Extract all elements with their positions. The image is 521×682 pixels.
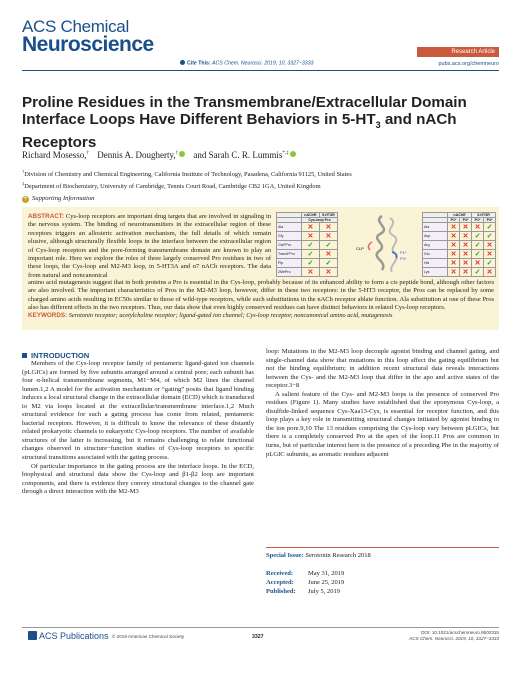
intro-left-column <box>22 360 254 497</box>
svg-text:CLP: CLP <box>356 246 364 251</box>
abstract-part1: ABSTRACT: Cys-loop receptors are important drug targets that are involved in signaling in the nervous system. The binding of neurotransmitters in the extracellular region of these receptors triggers an allosteric activation mechanism, the full details of which remain elusive, although structurally flexible loops in the interface between the extracellular region of Cys-loop receptors and the pore-forming transmembrane domain are known to play an important role. Here we explore the roles of three largely conserved Pro residues in two of these loops, the Cys-loop and M2-M3 loop, in 5-HT3A and α7 nACh receptors. The data from natural and noncanonical <box>28 213 272 279</box>
cross-icon: ✕ <box>319 268 337 277</box>
cite-label: Cite This: <box>187 60 211 67</box>
cross-icon: ✕ <box>302 268 320 277</box>
abstract-label: ABSTRACT: <box>28 213 65 220</box>
plus-icon: + <box>23 196 28 202</box>
header-divider <box>22 70 499 71</box>
date-received: Received: May 31, 2019 <box>266 570 345 577</box>
footer-divider <box>22 627 499 628</box>
author-list: Richard Mosesso,† Dennis A. Dougherty,† and Sarah C. R. Lummis*,‡ <box>22 150 296 160</box>
journal-name-line1: ACS Chemical <box>22 17 129 36</box>
affiliations <box>22 167 502 191</box>
publication-dates <box>266 569 344 596</box>
doi-citation[interactable]: DOI: 10.1021/acschemneuro.9b00315 ACS Chem. Neurosci. 2019, 10, 3327−3333 <box>409 630 499 641</box>
check-icon: ✓ <box>319 259 337 268</box>
supporting-info-link[interactable]: + Supporting Information <box>23 195 95 202</box>
toc-table-m2m3: nAChR 5-HT3R P1* P4* P1* P4* Ala ✕ ✕ ✕ ✓ Asp ✕ ✕ ✓ ✓ Arg ✕ ✕ ✓ ✕ Glu ✕ ✕ ✓ ✕ His ✕ ✕ ✕ ✓ Lys ✕ ✕ ✓ ✕ <box>422 212 496 277</box>
affiliation-1: †Division of Chemistry and Chemical Engineering, California Institute of Technology, Pasadena, California 91125, United States <box>22 169 352 179</box>
receptor-structure-illustration <box>342 212 422 276</box>
page-number: 3327 <box>252 634 264 640</box>
svg-text:P4*: P4* <box>400 256 407 261</box>
check-icon: ✓ <box>302 259 320 268</box>
paragraph: A salient feature of the Cys- and M2-M3 loops is the presence of conserved Pro residues (Figure 1). Many studies have established that the eponymous Cys-loop, a disulfide-linked sequence Cys-Xaa13-Cys, is essential for receptor function, and this loop plays a key role in transmitting structural changes initiated by agonist binding to the ion pore.9,10 The 13 residues comprising the Cys-loop vary between pLGICs, but there is a completely conserved Pro at the apex of the loop.11 Pros are common in turns, but of particular interest here is the presence of a preceding Phe in the majority of pLGIC subunits, as aromatic residues adjacent <box>266 390 499 458</box>
toc-table-cysloop: nAChR 5-HT3R Cys-loop Pro Ala ✕ ✕ Gly ✕ ✕ CisFPro ✓ ✓ TransFPro ✓ ✕ Pip ✓ ✓ 2MePro ✕ ✕ <box>276 212 338 277</box>
abstract-part2: amino acid mutagenesis suggest that in both proteins a Pro is essential in the Cys-loop, probably because of its enhanced ability to form a cis peptide bond, although other factors are also involved. The important characteristics of Pros in the M2-M3 loop, however, differ in these two receptors: in the 5-HT3 receptor, the Pros can be replaced by some charged amino acids resulting in EC50s similar to those of wild-type receptors, while such substitutions in the nACh receptor ablate function. Ala substitution at one of these Pros also has different effects in the two receptors. Thus, our data show that even highly conserved residues can have distinct behaviors in related Cys-loop receptors. <box>28 279 494 312</box>
journal-name-line2: Neuroscience <box>22 33 154 56</box>
cross-icon: ✕ <box>302 232 320 241</box>
special-issue-divider <box>266 547 499 548</box>
check-icon: ✓ <box>302 241 320 250</box>
paragraph: Members of the Cys-loop receptor family of pentameric ligand-gated ion channels (pLGICs) are formed by five subunits arranged around a central pore; each subunit has four α-helical transmembrane segments, M1−M4, of which M2 lines the channel lumen.1,2 A model for the activation mechanism or “gating” posits that ligand binding induces a local structural change in the extracellular domain (ECD) which is transduced to M2 via loops located at the extracellular/transmembrane interface.1,2 Much structural evidence for such a gating process has come from related, pentameric bacterial receptors. However, it is difficult to know the relevance of these distantly related prokaryotic channels to eukaryotic Cys-loop receptors. The number of available structures of the latter is increasing, but it remains challenging to relate functional changes observed in structure−function studies of Cys-loop receptors to specific structural transitions associated with the gating process. <box>22 360 254 462</box>
orcid-icon[interactable] <box>290 151 296 157</box>
svg-text:P1*: P1* <box>400 250 407 255</box>
cite-text: ACS Chem. Neurosci. 2019, 10, 3327−3333 <box>212 60 314 67</box>
author-1[interactable]: Richard Mosesso, <box>22 150 87 160</box>
article-title: Proline Residues in the Transmembrane/Extracellular Domain Interface Loops Have Different Behaviors in $5-HT_3$ and nACh Receptors <box>22 94 467 152</box>
date-published: Published: July 5, 2019 <box>266 588 340 595</box>
cross-icon: ✕ <box>319 250 337 259</box>
intro-right-column <box>266 348 499 459</box>
keywords-label: KEYWORDS: <box>28 312 68 319</box>
journal-logo <box>22 18 154 55</box>
copyright-notice: © 2019 American Chemical Society <box>112 634 185 639</box>
cross-icon: ✕ <box>319 223 337 232</box>
author-2[interactable]: Dennis A. Dougherty, <box>97 150 176 160</box>
affiliation-2: ‡Department of Biochemistry, University of Cambridge, Tennis Court Road, Cambridge CB2 1GA, United Kingdom <box>22 181 321 191</box>
author-3[interactable]: and Sarah C. R. Lummis <box>193 150 283 160</box>
check-icon: ✓ <box>319 241 337 250</box>
acs-logo-icon <box>28 631 37 640</box>
special-issue-note: Special Issue: Serotonin Research 2018 <box>266 552 371 559</box>
journal-url-link[interactable]: pubs.acs.org/chemneuro <box>438 61 499 67</box>
date-accepted: Accepted: June 25, 2019 <box>266 579 345 586</box>
orcid-icon[interactable] <box>179 151 185 157</box>
check-icon: ✓ <box>302 250 320 259</box>
article-type-badge: Research Article <box>417 47 499 57</box>
cross-icon: ✕ <box>319 232 337 241</box>
paragraph: loop: Mutations in the M2-M3 loop decouple agonist binding and channel gating, and single-channel data show that mutations in this loop affect the gating equilibrium but not the binding equilibrium; in addition recent structural data reveals interactions between the Cys- and the M2-M3 loop that differ in the apo and active states of the receptor.3−8 <box>266 348 499 390</box>
square-bullet-icon <box>22 353 27 358</box>
toc-graphic <box>276 212 496 276</box>
cross-icon: ✕ <box>302 223 320 232</box>
keywords: KEYWORDS: Serotonin receptor; acetylcholine receptor; ligand-gated ion channel; Cys-loop receptor, noncanonical amino acid, mutagenesis <box>28 312 393 319</box>
paragraph: Of particular importance in the gating process are the interface loops. In the ECD, biophysical and structural data show the Cys-loop and β1-β2 loop are important components, and there is evidence they convey structural changes to the channel gate through a direct interaction with the M2-M3 <box>22 462 254 496</box>
section-heading-introduction: INTRODUCTION <box>22 351 89 360</box>
cite-this-line[interactable] <box>180 60 313 67</box>
acs-publications-logo[interactable]: ACS Publications <box>28 631 109 641</box>
cite-icon <box>180 60 185 65</box>
